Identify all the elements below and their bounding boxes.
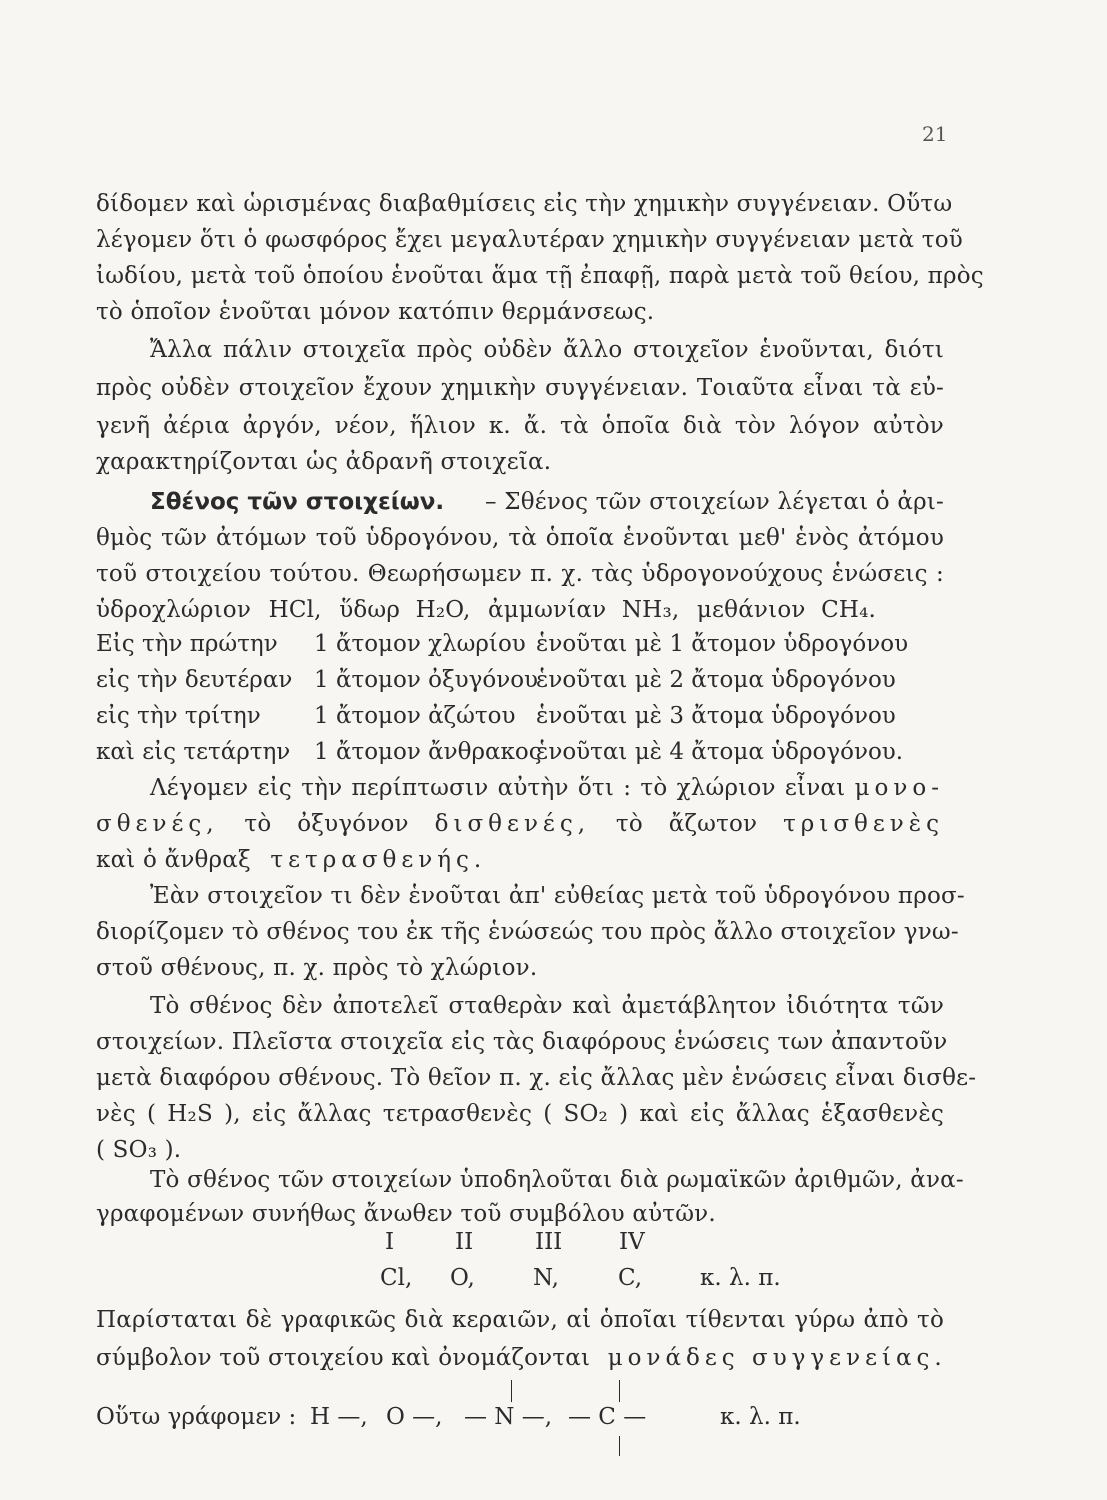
roman-numeral: III (535, 1229, 563, 1255)
compounds-line (96, 594, 944, 626)
text-fragment: τὸ ὀξυγόνον (244, 811, 409, 837)
spaced-term: σθενές, (96, 811, 219, 837)
row-atom: 1 ἄτομον ὀξυγόνου (314, 667, 539, 693)
row-intro: Εἰς τὴν πρώτην (96, 631, 278, 657)
text-line: ( SO₃ ). (96, 1137, 182, 1163)
text-line: ἰωδίου, μετὰ τοῦ ὁποίου ἑνοῦται ἅμα τῇ ἐπαφῇ, παρὰ μετὰ τοῦ θείου, πρὸς (96, 263, 984, 289)
table-row (96, 700, 944, 732)
carbon-bond-line-up (619, 1380, 620, 1402)
text-line: νὲς ( H₂S ), εἰς ἄλλας τετρασθενὲς ( SO₂ ) καὶ εἰς ἄλλας ἑξασθενὲς (96, 1101, 944, 1127)
row-intro: εἰς τὴν τρίτην (96, 703, 261, 729)
text-line: τοῦ στοιχείου τούτου. Θεωρήσωμεν π. χ. τὰς ὑδρογονούχους ἑνώσεις : (96, 561, 944, 587)
text-line: στοῦ σθένους, π. χ. πρὸς τὸ χλώριον. (96, 955, 538, 981)
text-fragment: τὸ ἄζωτον (615, 811, 758, 837)
row-atom: 1 ἄτομον χλωρίου (314, 631, 526, 657)
compound-label: μεθάνιον (696, 597, 806, 623)
spaced-term: μονο- (854, 775, 944, 801)
text-line: στοιχείων. Πλεῖστα στοιχεῖα εἰς τὰς διαφόρους ἑνώσεις των ἀπαντοῦν (96, 1029, 948, 1055)
valence-line (96, 808, 944, 840)
element-symbol: N, (533, 1265, 559, 1291)
text-fragment: σύμβολον τοῦ στοιχείου καὶ ὀνομάζονται (96, 1345, 591, 1371)
roman-numeral: IV (619, 1229, 645, 1255)
text-line (96, 1342, 947, 1374)
roman-numeral: II (455, 1229, 474, 1255)
text-line: θμὸς τῶν ἀτόμων τοῦ ὑδρογόνου, τὰ ὁποῖα ἑνοῦνται μεθ' ἑνὸς ἀτόμου (96, 525, 944, 551)
struct-nitrogen: — N —, (464, 1404, 553, 1430)
nitrogen-bond-line (511, 1380, 512, 1402)
text-line: διορίζομεν τὸ σθένος του ἐκ τῆς ἑνώσεώς του πρὸς ἄλλο στοιχεῖον γνω- (96, 919, 959, 945)
section-heading: Σθένος τῶν στοιχείων. (150, 489, 445, 515)
text-fragment: καὶ ὁ ἄνθραξ (96, 847, 251, 873)
text-line: Παρίσταται δὲ γραφικῶς διὰ κεραιῶν, αἱ ὁποῖαι τίθενται γύρω ἀπὸ τὸ (96, 1307, 944, 1333)
row-intro: καὶ εἰς τετάρτην (96, 739, 291, 765)
row-intro: εἰς τὴν δευτέραν (96, 667, 293, 693)
text-line: γενῆ ἀέρια ἀργόν, νέον, ἥλιον κ. ἄ. τὰ ὁποῖα διὰ τὸν λόγον αὐτὸν (96, 413, 944, 439)
row-atom: 1 ἄτομον ἀζώτου (314, 703, 516, 729)
compound-label: ὑδροχλώριον (96, 597, 252, 623)
spaced-term: τρισθενὲς (783, 811, 945, 837)
struct-oxygen: O —, (386, 1404, 443, 1430)
spaced-term: μονάδες συγγενείας. (607, 1345, 947, 1371)
section-paragraph (150, 486, 944, 518)
etc-abbreviation: κ. λ. π. (700, 1265, 781, 1291)
text-line: γραφομένων συνήθως ἄνωθεν τοῦ συμβόλου αὐτῶν. (96, 1201, 716, 1227)
valence-line (150, 772, 944, 804)
etc-abbreviation: κ. λ. π. (720, 1404, 801, 1430)
table-row (96, 664, 944, 696)
text-line: Ἄλλα πάλιν στοιχεῖα πρὸς οὐδὲν ἄλλο στοιχεῖον ἑνοῦνται, διότι (150, 337, 944, 363)
valence-line (96, 844, 944, 876)
compound-label: ἀμμωνίαν (488, 597, 607, 623)
element-symbols-row (380, 1262, 800, 1294)
row-hydrogen: ἑνοῦται μὲ 3 ἄτομα ὑδρογόνου (536, 703, 896, 729)
row-hydrogen: ἑνοῦται μὲ 4 ἄτομα ὑδρογόνου. (536, 739, 904, 765)
compound-formula: CH₄. (821, 597, 877, 623)
text-line: χαρακτηρίζονται ὡς ἀδρανῆ στοιχεῖα. (96, 449, 552, 475)
roman-numerals-row (385, 1226, 645, 1258)
compound-formula: H₂O, (415, 597, 471, 623)
compound-formula: HCl, (268, 597, 322, 623)
struct-prefix: Οὕτω γράφομεν : (96, 1404, 297, 1430)
struct-carbon: — C — (568, 1404, 647, 1430)
text-line: Τὸ σθένος δὲν ἀποτελεῖ σταθερὰν καὶ ἀμετάβλητον ἰδιότητα τῶν (150, 993, 944, 1019)
text-line: μετὰ διαφόρου σθένους. Τὸ θεῖον π. χ. εἰς ἄλλας μὲν ἑνώσεις εἶναι δισθε- (96, 1065, 977, 1091)
page-number: 21 (922, 122, 948, 146)
table-row (96, 736, 944, 768)
element-symbol: C, (618, 1265, 643, 1291)
text-line: λέγομεν ὅτι ὁ φωσφόρος ἔχει μεγαλυτέραν χημικὴν συγγένειαν μετὰ τοῦ (96, 227, 963, 253)
text-fragment: Λέγομεν εἰς τὴν περίπτωσιν αὐτὴν ὅτι : τὸ χλώριον εἶναι (150, 775, 846, 801)
text-line: Τὸ σθένος τῶν στοιχείων ὑποδηλοῦται διὰ ρωμαϊκῶν ἀριθμῶν, ἀνα- (150, 1167, 964, 1193)
text-line: δίδομεν καὶ ὡρισμένας διαβαθμίσεις εἰς τὴν χημικὴν συγγένειαν. Οὕτω (96, 191, 953, 217)
struct-hydrogen: H —, (310, 1404, 368, 1430)
spaced-term: τετρασθενής. (270, 847, 487, 873)
compound-label: ὕδωρ (339, 597, 401, 623)
compound-formula: NH₃, (621, 597, 680, 623)
text-line: πρὸς οὐδὲν στοιχεῖον ἔχουν χημικὴν συγγένειαν. Τοιαῦτα εἶναι τὰ εὐ- (96, 375, 944, 401)
element-symbol: Cl, (380, 1265, 413, 1291)
row-hydrogen: ἑνοῦται μὲ 1 ἄτομον ὑδρογόνου (536, 631, 909, 657)
carbon-bond-line-down (619, 1436, 620, 1456)
text-line: Ἐὰν στοιχεῖον τι δὲν ἑνοῦται ἀπ' εὐθείας μετὰ τοῦ ὑδρογόνου προσ- (150, 883, 965, 909)
table-row (96, 628, 944, 660)
row-atom: 1 ἄτομον ἄνθρακος (314, 739, 542, 765)
text-line: – Σθένος τῶν στοιχείων λέγεται ὁ ἀρι- (485, 489, 944, 515)
row-hydrogen: ἑνοῦται μὲ 2 ἄτομα ὑδρογόνου (536, 667, 896, 693)
spaced-term: δισθενές, (434, 811, 591, 837)
structural-formulas (96, 1374, 944, 1454)
text-line: τὸ ὁποῖον ἑνοῦται μόνον κατόπιν θερμάνσεως. (96, 299, 655, 325)
roman-numeral: I (385, 1229, 395, 1255)
element-symbol: O, (450, 1265, 475, 1291)
